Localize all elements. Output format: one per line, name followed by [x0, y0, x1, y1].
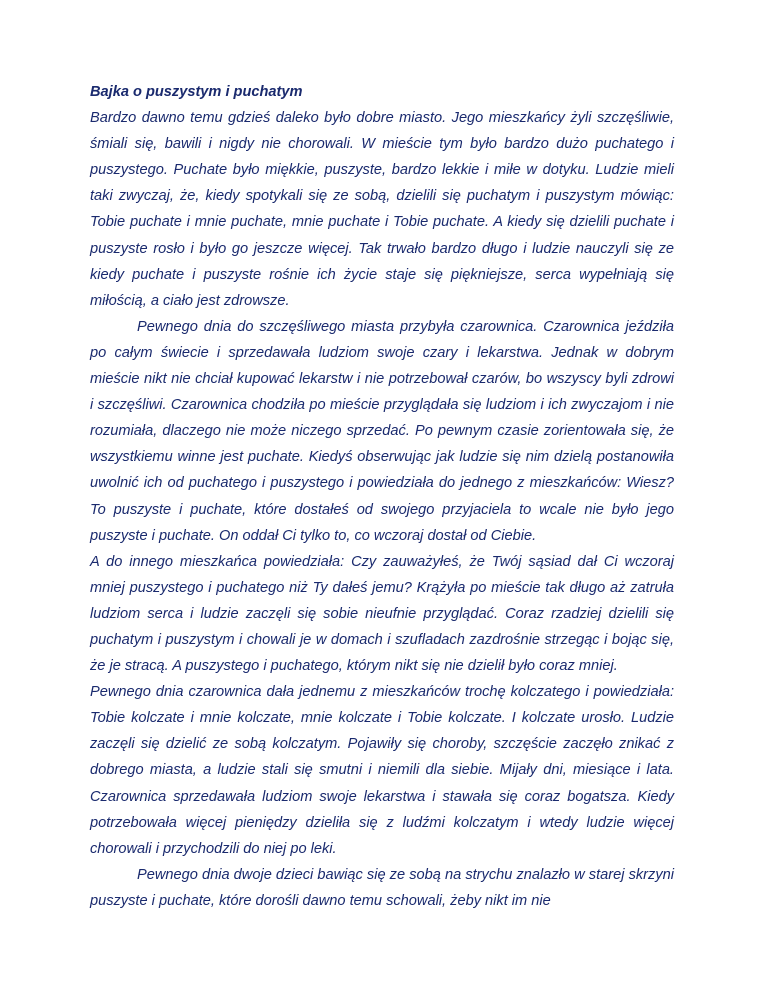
document-title: Bajka o puszystym i puchatym — [90, 84, 303, 100]
paragraph-2: Pewnego dnia do szczęśliwego miasta przybyła czarownica. Czarownica jeździła po całym świecie i sprzedawała ludziom swoje czary i lekarstwa. Jednak w dobrym mieście nikt nie chciał kupować lekarstw i nie potrzebował czarów, bo wszyscy byli zdrowi i szczęśliwi. Czarownica chodziła po mieście przyglądała się ludziom i ich zwyczajom i nie rozumiała, dlaczego nie może niczego sprzedać. Po pewnym czasie zorientowała się, że wszystkiemu winne jest puchate. Kiedyś obserwując jak ludzie się nim dzielą postanowiła uwolnić ich od puchatego i puszystego i powiedziała do jednego z mieszkańców: Wiesz? To puszyste i puchate, które dostałeś od swojego przyjaciela to wcale nie było jego puszyste i puchate. On oddał Ci tylko to, co wczoraj dostał od Ciebie. — [90, 318, 674, 544]
paragraph-4: Pewnego dnia czarownica dała jednemu z mieszkańców trochę kolczatego i powiedziała: Tobie kolczate i mnie kolczate, mnie kolczate i Tobie kolczate. I kolczate urosło. Ludzie zaczęli się dzielić ze sobą kolczatym. Pojawiły się choroby, szczęście zaczęło znikać z dobrego miasta, a ludzie stali się smutni i niemili dla siebie. Mijały dni, miesiące i lata. Czarownica sprzedawała ludziom swoje lekarstwa i stawała się coraz bogatsza. Kiedy potrzebowała więcej pieniędzy dzieliła się z ludźmi kolczatym i wtedy ludzie więcej chorowali i przychodzili do niej po leki. — [90, 684, 674, 857]
paragraph-5: Pewnego dnia dwoje dzieci bawiąc się ze sobą na strychu znalazło w starej skrzyni puszyste i puchate, które dorośli dawno temu schowali, żeby nikt im nie — [90, 866, 674, 909]
paragraph-1: Bardzo dawno temu gdzieś daleko było dobre miasto. Jego mieszkańcy żyli szczęśliwie, śmiali się, bawili i nigdy nie chorowali. W mieście tym było bardzo dużo puchatego i puszystego. Puchate było miękkie, puszyste, bardzo lekkie i miłe w dotyku. Ludzie mieli taki zwyczaj, że, kiedy spotykali się ze sobą, dzielili się puchatym i puszystym mówiąc: Tobie puchate i mnie puchate, mnie puchate i Tobie puchate. A kiedy się dzielili puchate i puszyste rosło i było go jeszcze więcej. Tak trwało bardzo długo i ludzie nauczyli się ze kiedy puchate i puszyste rośnie ich życie staje się piękniejsze, serca wypełniają się miłością, a ciało jest zdrowsze. — [90, 110, 674, 309]
paragraph-3: A do innego mieszkańca powiedziała: Czy zauważyłeś, że Twój sąsiad dał Ci wczoraj mniej puszystego i puchatego niż Ty dałeś jemu? Krążyła po mieście tak długo aż zatruła ludziom serca i ludzie zaczęli się sobie nieufnie przyglądać. Coraz rzadziej dzielili się puchatym i puszystym i chowali je w domach i szufladach zazdrośnie strzegąc i bojąc się, że je stracą. A puszystego i puchatego, którym nikt się nie dzielił było coraz mniej. — [90, 553, 674, 675]
document-page — [90, 79, 674, 914]
